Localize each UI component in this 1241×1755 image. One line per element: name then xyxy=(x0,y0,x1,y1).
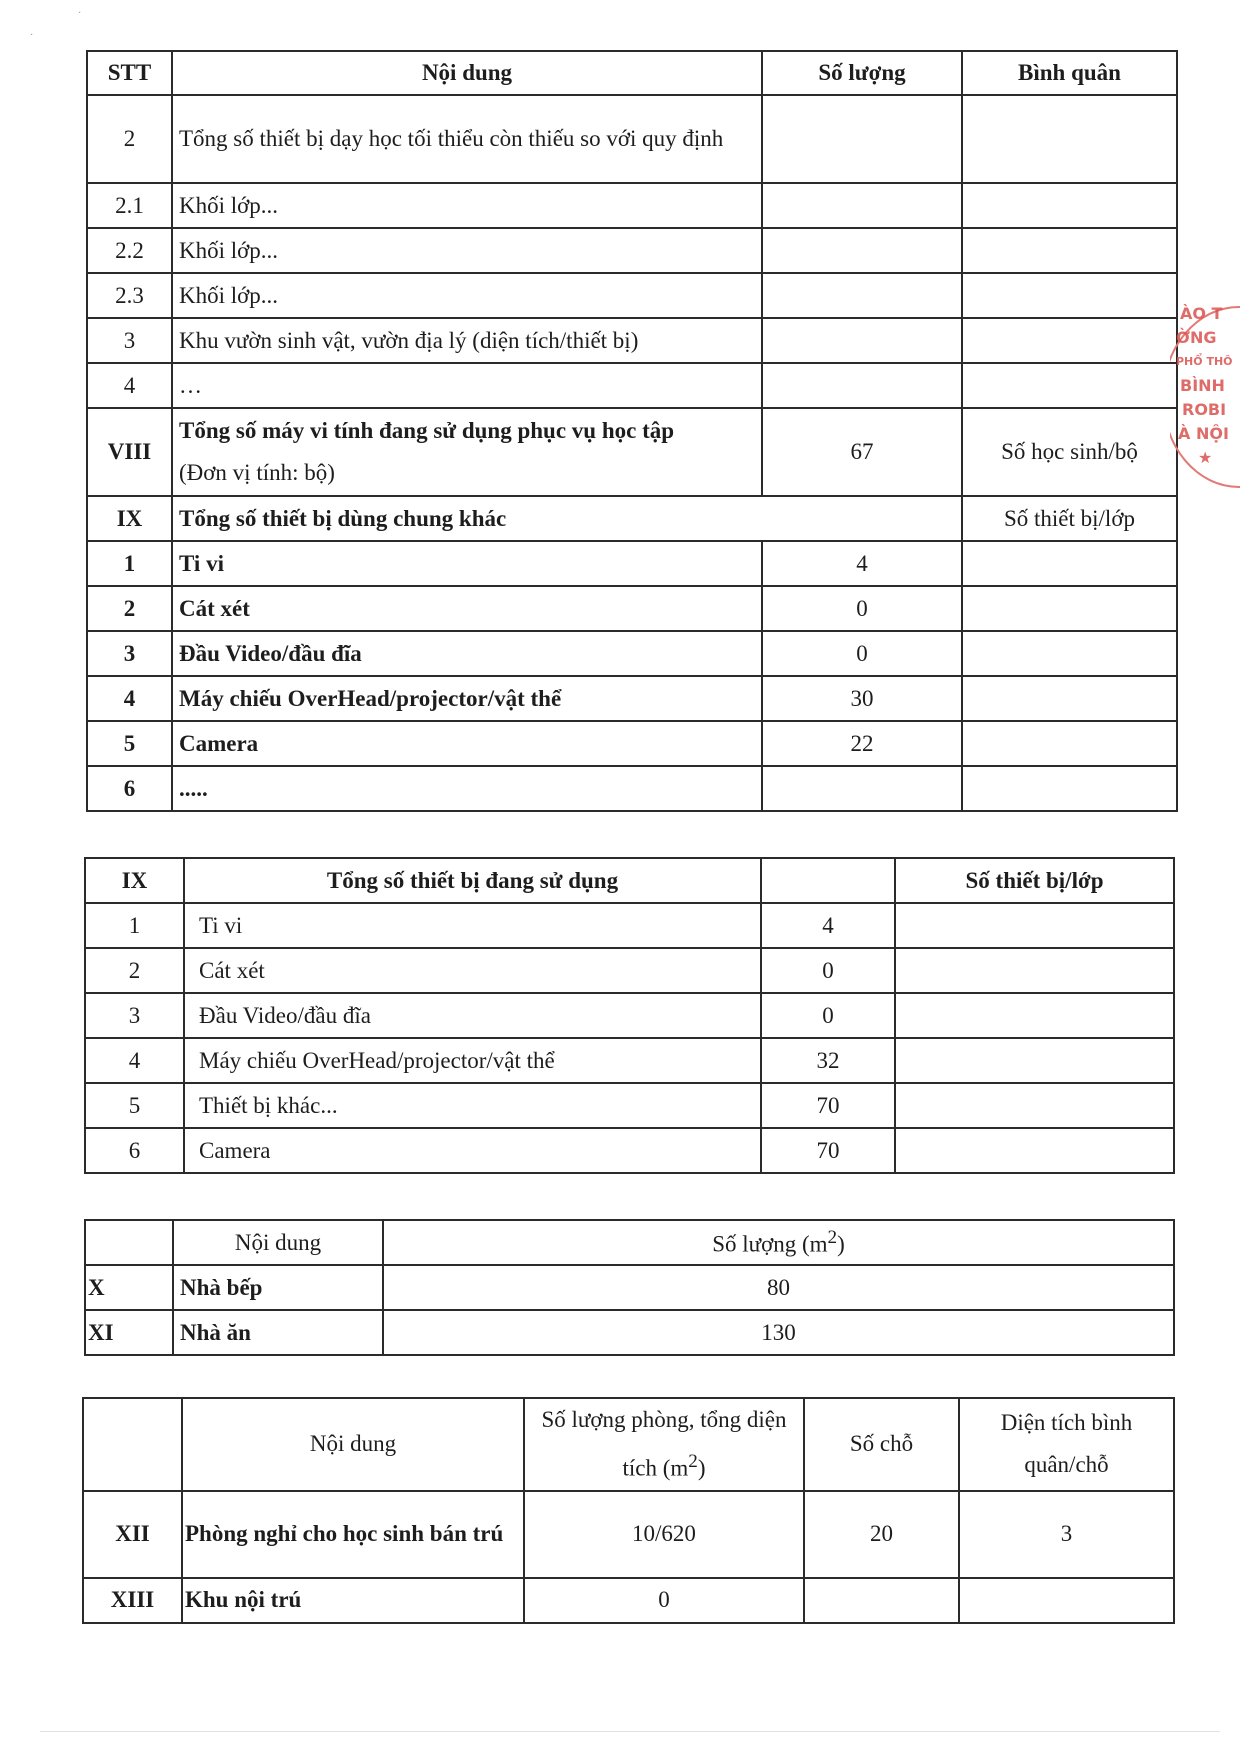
row-stt: 2 xyxy=(87,586,172,631)
row-quantity: 70 xyxy=(761,1128,895,1173)
stamp-line: PHỔ THÔ xyxy=(1176,355,1233,368)
row-average xyxy=(962,95,1177,183)
row-stt: 4 xyxy=(85,1038,184,1083)
table-row xyxy=(83,1491,1174,1578)
row-area xyxy=(959,1578,1174,1623)
row-quantity xyxy=(762,228,962,273)
row-stt: 1 xyxy=(85,903,184,948)
row-stt: 5 xyxy=(85,1083,184,1128)
row-average xyxy=(962,676,1177,721)
table-row xyxy=(87,95,1177,183)
row-content: Khu nội trú xyxy=(182,1578,524,1623)
header-stt xyxy=(83,1398,182,1491)
header-quantity-label: Số lượng (m xyxy=(712,1231,828,1257)
equipment-in-use-table xyxy=(84,857,1175,1174)
header-rooms-label: Số lượng phòng, tổng diện tích (m xyxy=(541,1407,787,1481)
table-row xyxy=(87,721,1177,766)
row-content: Camera xyxy=(172,721,762,766)
table-row xyxy=(85,1038,1174,1083)
header-stt xyxy=(85,1220,173,1265)
row-content-unit: (Đơn vị tính: bộ) xyxy=(179,460,335,485)
table-header-row xyxy=(85,1220,1174,1265)
row-content: Cát xét xyxy=(172,586,762,631)
row-content: Khu vườn sinh vật, vườn địa lý (diện tích/thiết bị) xyxy=(172,318,762,363)
table-row xyxy=(87,586,1177,631)
row-average xyxy=(962,228,1177,273)
row-average xyxy=(962,721,1177,766)
header-quantity xyxy=(761,858,895,903)
stamp-line: ỜNG xyxy=(1176,328,1217,347)
header-content: Nội dung xyxy=(182,1398,524,1491)
table-row xyxy=(85,903,1174,948)
table-row xyxy=(87,631,1177,676)
row-content: Nhà bếp xyxy=(173,1265,383,1310)
scan-mark: · xyxy=(30,30,34,41)
header-quantity: Số lượng xyxy=(762,51,962,95)
row-stt: 3 xyxy=(87,318,172,363)
table-row xyxy=(85,1310,1174,1355)
row-rooms: 0 xyxy=(524,1578,804,1623)
row-stt: 4 xyxy=(87,363,172,408)
row-stt: XI xyxy=(85,1310,173,1355)
row-content: Thiết bị khác... xyxy=(184,1083,761,1128)
header-average: Bình quân xyxy=(962,51,1177,95)
table-row xyxy=(85,1128,1174,1173)
boarding-table xyxy=(82,1397,1175,1624)
row-stt: IX xyxy=(87,496,172,541)
row-average xyxy=(962,183,1177,228)
table-row xyxy=(87,766,1177,811)
row-quantity xyxy=(762,363,962,408)
table-row xyxy=(87,496,1177,541)
stamp-text xyxy=(1170,302,1240,470)
row-quantity: 70 xyxy=(761,1083,895,1128)
table-row xyxy=(87,676,1177,721)
row-average xyxy=(962,586,1177,631)
row-content: Khối lớp... xyxy=(172,273,762,318)
row-content: Đầu Video/đầu đĩa xyxy=(172,631,762,676)
row-quantity: 0 xyxy=(762,586,962,631)
table-header-row xyxy=(85,858,1174,903)
row-stt: 4 xyxy=(87,676,172,721)
row-content: … xyxy=(172,363,762,408)
row-stt: 2.3 xyxy=(87,273,172,318)
page-bottom-rule xyxy=(40,1731,1220,1732)
table-row xyxy=(87,273,1177,318)
row-content: Cát xét xyxy=(184,948,761,993)
row-stt: XII xyxy=(83,1491,182,1578)
row-quantity: 67 xyxy=(762,408,962,496)
row-average xyxy=(962,766,1177,811)
row-content: Tổng số thiết bị dạy học tối thiểu còn thiếu so với quy định xyxy=(172,95,762,183)
table-row xyxy=(85,993,1174,1038)
row-content: ..... xyxy=(172,766,762,811)
row-quantity xyxy=(762,318,962,363)
row-content: Ti vi xyxy=(184,903,761,948)
row-average xyxy=(962,318,1177,363)
row-stt: X xyxy=(85,1265,173,1310)
header-average: Số thiết bị/lớp xyxy=(895,858,1174,903)
table-row xyxy=(85,1083,1174,1128)
row-content: Phòng nghỉ cho học sinh bán trú xyxy=(182,1491,524,1578)
table-row xyxy=(87,363,1177,408)
table-row xyxy=(87,408,1177,496)
row-quantity: 4 xyxy=(762,541,962,586)
header-content: Nội dung xyxy=(173,1220,383,1265)
row-quantity: 80 xyxy=(383,1265,1174,1310)
table-header-row xyxy=(83,1398,1174,1491)
row-average xyxy=(962,541,1177,586)
row-quantity: 4 xyxy=(761,903,895,948)
header-stt: STT xyxy=(87,51,172,95)
row-content: Máy chiếu OverHead/projector/vật thể xyxy=(172,676,762,721)
table-row xyxy=(87,541,1177,586)
row-average xyxy=(962,631,1177,676)
row-rooms: 10/620 xyxy=(524,1491,804,1578)
row-quantity xyxy=(762,183,962,228)
row-quantity xyxy=(762,273,962,318)
row-stt: 6 xyxy=(87,766,172,811)
row-stt: 2 xyxy=(85,948,184,993)
row-average xyxy=(962,363,1177,408)
row-content-main: Tổng số máy vi tính đang sử dụng phục vụ học tập xyxy=(179,418,675,443)
row-area: 3 xyxy=(959,1491,1174,1578)
header-seats: Số chỗ xyxy=(804,1398,959,1491)
stamp-line: ROBI xyxy=(1182,400,1227,419)
row-quantity: 22 xyxy=(762,721,962,766)
row-quantity: 32 xyxy=(761,1038,895,1083)
header-quantity-end: ) xyxy=(837,1231,845,1257)
row-stt: XIII xyxy=(83,1578,182,1623)
row-content: Máy chiếu OverHead/projector/vật thể xyxy=(184,1038,761,1083)
row-average: Số thiết bị/lớp xyxy=(962,496,1177,541)
header-rooms xyxy=(524,1398,804,1491)
row-stt: 2 xyxy=(87,95,172,183)
row-content: Ti vi xyxy=(172,541,762,586)
stamp-line: ÀO T xyxy=(1180,304,1223,323)
row-stt: VIII xyxy=(87,408,172,496)
row-stt: 2.1 xyxy=(87,183,172,228)
scan-mark: · xyxy=(78,8,82,19)
stamp-line: BÌNH xyxy=(1180,376,1225,395)
table-row xyxy=(85,948,1174,993)
row-seats xyxy=(804,1578,959,1623)
row-average xyxy=(895,1128,1174,1173)
row-average xyxy=(895,903,1174,948)
header-quantity-sup: 2 xyxy=(827,1227,838,1249)
row-quantity: 0 xyxy=(762,631,962,676)
header-area: Diện tích bình quân/chỗ xyxy=(959,1398,1174,1491)
table-row xyxy=(87,183,1177,228)
row-stt: 2.2 xyxy=(87,228,172,273)
official-stamp xyxy=(1170,302,1240,497)
header-content: Nội dung xyxy=(172,51,762,95)
kitchen-dining-table xyxy=(84,1219,1175,1356)
row-content: Đầu Video/đầu đĩa xyxy=(184,993,761,1038)
row-quantity: 0 xyxy=(761,948,895,993)
header-stt: IX xyxy=(85,858,184,903)
row-average xyxy=(895,948,1174,993)
row-average: Số học sinh/bộ xyxy=(962,408,1177,496)
table-row xyxy=(87,228,1177,273)
row-average xyxy=(895,993,1174,1038)
row-content: Khối lớp... xyxy=(172,228,762,273)
row-content: Tổng số thiết bị dùng chung khác xyxy=(172,496,962,541)
row-quantity xyxy=(762,766,962,811)
header-rooms-sup: 2 xyxy=(688,1451,698,1472)
header-content: Tổng số thiết bị đang sử dụng xyxy=(184,858,761,903)
row-stt: 3 xyxy=(87,631,172,676)
table-row xyxy=(83,1578,1174,1623)
row-average xyxy=(962,273,1177,318)
row-content: Khối lớp... xyxy=(172,183,762,228)
row-stt: 5 xyxy=(87,721,172,766)
row-quantity: 30 xyxy=(762,676,962,721)
table-row xyxy=(87,318,1177,363)
equipment-table xyxy=(86,50,1178,812)
stamp-line: À NỘI xyxy=(1178,424,1229,443)
row-content: Camera xyxy=(184,1128,761,1173)
header-quantity xyxy=(383,1220,1174,1265)
row-seats: 20 xyxy=(804,1491,959,1578)
row-quantity xyxy=(762,95,962,183)
row-quantity: 0 xyxy=(761,993,895,1038)
row-average xyxy=(895,1038,1174,1083)
row-content: Nhà ăn xyxy=(173,1310,383,1355)
row-content xyxy=(172,408,762,496)
stamp-line: ★ xyxy=(1198,448,1213,467)
row-stt: 6 xyxy=(85,1128,184,1173)
row-average xyxy=(895,1083,1174,1128)
row-stt: 1 xyxy=(87,541,172,586)
row-quantity: 130 xyxy=(383,1310,1174,1355)
row-stt: 3 xyxy=(85,993,184,1038)
header-rooms-end: ) xyxy=(697,1455,706,1481)
table-header-row xyxy=(87,51,1177,95)
table-row xyxy=(85,1265,1174,1310)
